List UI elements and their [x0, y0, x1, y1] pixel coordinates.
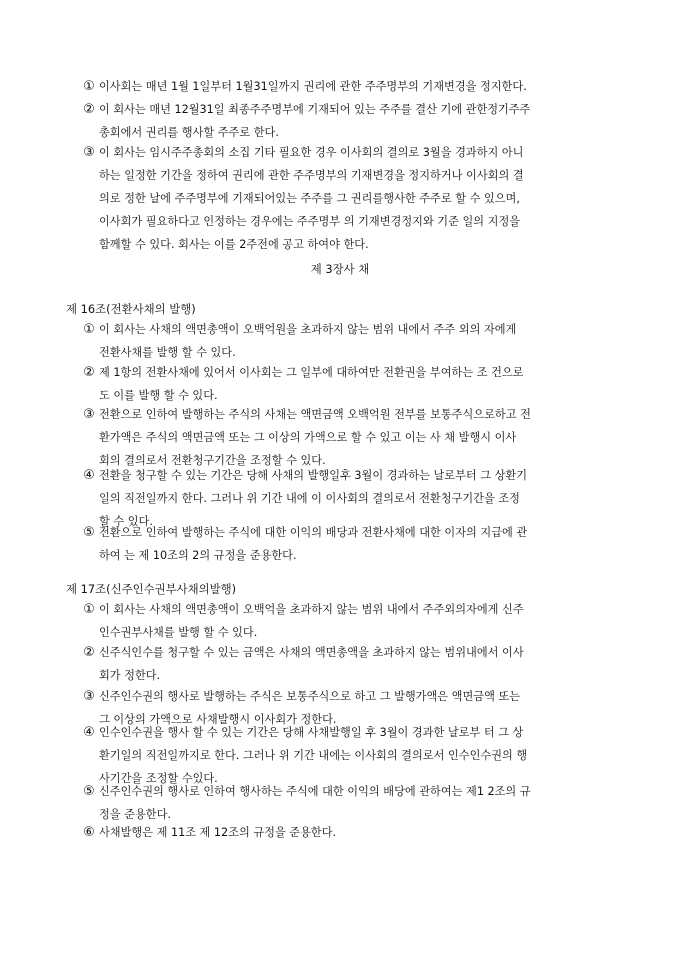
item-number: ② [83, 102, 95, 117]
article-heading: 제 16조(전환사채의 발행) [66, 302, 196, 316]
list-item [82, 318, 622, 364]
item-text-line: 일의 직전일까지 한다. 그러나 위 기간 내에 이 이사회의 결의로서 전환청구기간을 조정 [99, 492, 520, 505]
item-number: ① [83, 322, 95, 337]
list-item [82, 98, 622, 144]
list-item [82, 641, 622, 687]
item-text-line: 할 수 있다. [99, 515, 153, 528]
list-item [82, 361, 622, 407]
item-number: ① [83, 79, 95, 94]
item-text-line: 하는 일정한 기간을 정하여 권리에 관한 주주명부의 기재변경을 정지하거나 이사회의 결 [99, 169, 524, 182]
article-heading: 제 17조(신주인수권부사채의발행) [66, 582, 237, 596]
item-text-line: 전환을 청구할 수 있는 기간은 당해 사채의 발행일후 3월이 경과하는 날로부터 그 상환기 [99, 469, 528, 482]
item-text-line: 환기일의 직전일까지로 한다. 그러나 위 기간 내에는 이사회의 결의로서 인수인수권의 행 [99, 749, 528, 762]
item-text-line: 인수권부사채를 발행 할 수 있다. [99, 626, 258, 639]
list-item [82, 598, 622, 644]
item-text-line: 신주인수권의 행사로 발행하는 주식은 보통주식으로 하고 그 발행가액은 액면금액 또는 [99, 690, 521, 703]
item-text-line: 전환으로 인하여 발행하는 주식에 대한 이익의 배당과 전환사채에 대한 이자의 지급에 관 [99, 526, 528, 539]
item-text-line: 신주식인수를 청구할 수 있는 금액은 사채의 액면총액을 초과하지 않는 범위내에서 이사 [99, 646, 524, 659]
item-number: ③ [83, 689, 95, 704]
list-item [82, 821, 622, 844]
item-number: ⑤ [83, 525, 95, 540]
item-number: ③ [83, 145, 95, 160]
item-text-line: 하여 는 제 10조의 2의 규정을 준용한다. [99, 549, 297, 562]
item-text-line: 이 회사는 임시주주총회의 소집 기타 필요한 경우 이사회의 결의로 3월을 경과하지 아니 [99, 146, 524, 159]
item-text-line: 그 이상의 가액으로 사채발행시 이사회가 정한다. [99, 713, 337, 726]
item-text-line: 전환사채를 발행 할 수 있다. [99, 346, 236, 359]
item-number: ② [83, 645, 95, 660]
item-text-line: 이사회가 필요하다고 인정하는 경우에는 주주명부 의 기재변경정지와 기준 일의 지정을 [99, 215, 521, 228]
item-text-line: 의로 정한 날에 주주명부에 기재되어있는 주주를 그 권리를행사한 주주로 할 수 있으며, [99, 192, 520, 205]
item-text-line: 이 회사는 매년 12월31일 최종주주명부에 기재되어 있는 주주를 결산 기에 관한정기주주 [99, 103, 531, 116]
item-text-line: 사기간을 조정할 수있다. [99, 772, 218, 785]
item-text-line: 사채발행은 제 11조 제 12조의 규정을 준용한다. [99, 826, 337, 839]
item-text-line: 정을 준용한다. [99, 808, 171, 821]
item-text-line: 인수인수권을 행사 할 수 있는 기간은 당해 사채발행일 후 3월이 경과한 날로부 터 그 상 [99, 726, 524, 739]
item-text-line: 이 회사는 사채의 액면총액이 오백억을 초과하지 않는 범위 내에서 주주외의자에게 신주 [99, 603, 524, 616]
chapter-heading: 제 3장사 채 [310, 262, 370, 276]
item-number: ④ [83, 725, 95, 740]
item-text-line: 도 이를 발행 할 수 있다. [99, 389, 218, 402]
item-text-line: 제 1항의 전환사채에 있어서 이사회는 그 일부에 대하여만 전환권을 부여하는 조 건으로 [99, 366, 524, 379]
item-number: ① [83, 602, 95, 617]
item-text-line: 이사회는 매년 1월 1일부터 1월31일까지 권리에 관한 주주명부의 기재변경을 정지한다. [99, 80, 527, 93]
item-number: ⑤ [83, 784, 95, 799]
item-text-line: 전환으로 인하여 발행하는 주식의 사채는 액면금액 오백억원 전부를 보통주식으로하고 전 [99, 408, 531, 421]
item-text-line: 환가액은 주식의 액면금액 또는 그 이상의 가액으로 할 수 있고 이는 사 채 발행시 이사 [99, 431, 517, 444]
list-item [82, 403, 622, 472]
list-item [82, 141, 622, 256]
item-text-line: 총회에서 권리를 행사할 주주로 한다. [99, 126, 279, 139]
item-number: ⑥ [83, 825, 95, 840]
list-item [82, 780, 622, 826]
item-number: ③ [83, 407, 95, 422]
list-item [82, 521, 622, 567]
item-text-line: 회의 결의로서 전환청구기간을 조정할 수 있다. [99, 454, 326, 467]
item-text-line: 신주인수권의 행사로 인하여 행사하는 주식에 대한 이익의 배당에 관하여는 제1 2조의 규 [99, 785, 531, 798]
item-text-line: 이 회사는 사채의 액면총액이 오백억원을 초과하지 않는 범위 내에서 주주 외의 자에게 [99, 323, 517, 336]
item-text-line: 회가 정한다. [99, 669, 161, 682]
item-number: ② [83, 365, 95, 380]
list-item [82, 75, 622, 98]
item-text-line: 함께할 수 있다. 회사는 이를 2주전에 공고 하여야 한다. [99, 238, 369, 251]
item-number: ④ [83, 468, 95, 483]
